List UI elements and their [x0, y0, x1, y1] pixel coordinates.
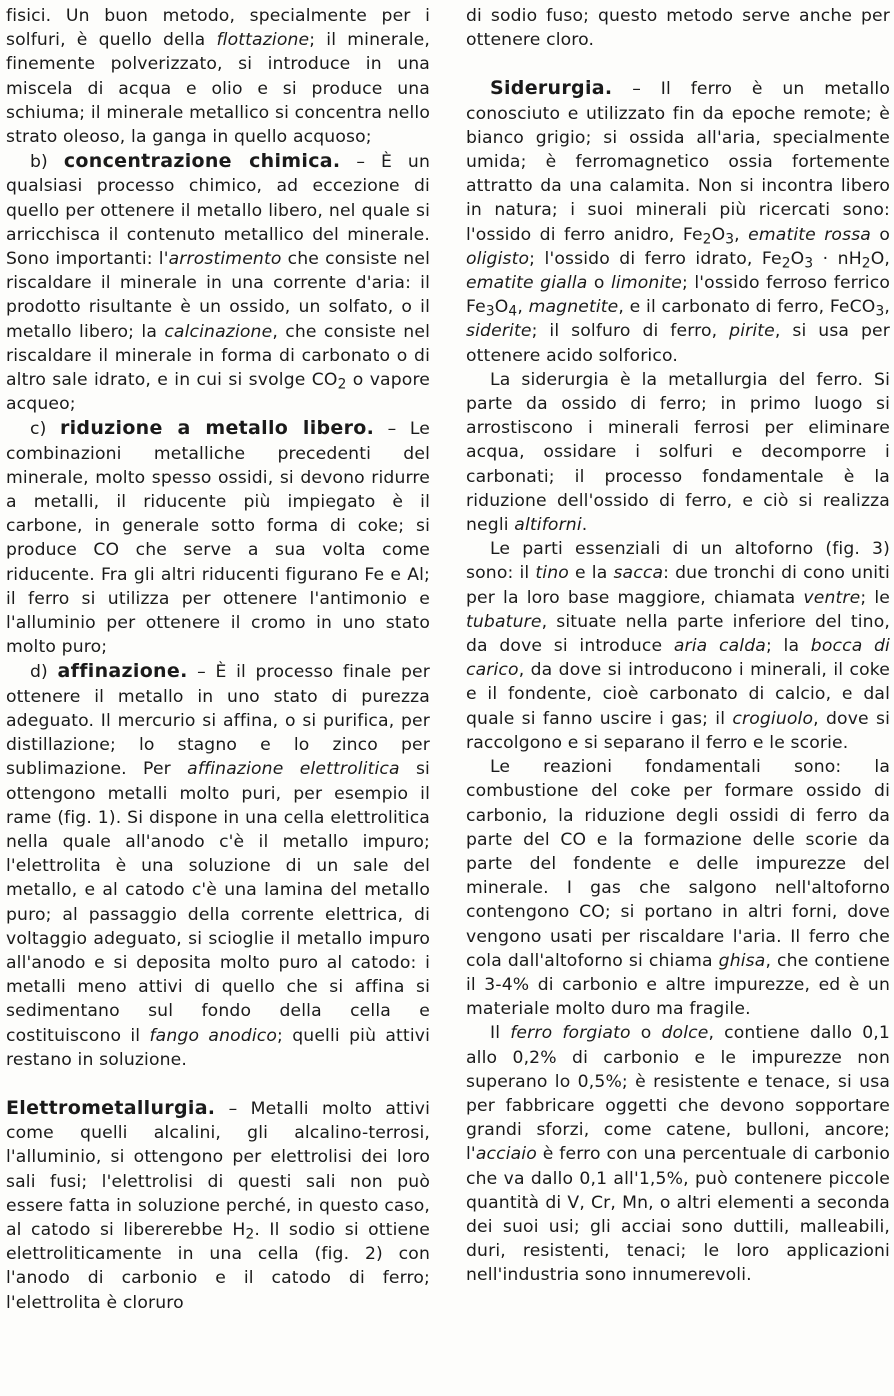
text: , e il carbonato di ferro, FeCO	[618, 297, 876, 318]
subscript: 3	[485, 303, 495, 320]
subscript: 2	[781, 255, 791, 272]
text: di sodio fuso; questo metodo serve anche per ottenere cloro.	[466, 6, 890, 51]
text: O,	[870, 248, 890, 269]
section-heading: riduzione a metallo libero.	[59, 417, 375, 440]
text: ; il minerale, finemente polverizzato, si introduce in una miscela di acqua e olio e si produce una schiuma; il minerale metallico si concentra nello strato oleoso, la ganga in quello acquoso;	[6, 30, 430, 148]
paragraph-affinazione	[6, 659, 430, 1071]
left-column	[6, 4, 430, 1315]
text: O	[494, 297, 509, 318]
text: ,	[517, 297, 529, 318]
text: è ferro con una percentuale di carbonio che va dallo 0,1 all'1,5%, può contenere piccole quantità di V, Cr, Mn, o altri elementi a seconda dei suoi usi; gli acciai sono duttili, malleabili, duri, resistenti, tenaci; le loro applicazioni nell'industria sono innumerevoli.	[466, 1144, 890, 1286]
emphasis: sacca	[613, 563, 664, 584]
text: ; il solfuro di ferro,	[531, 321, 730, 342]
emphasis: ferro forgiato	[510, 1023, 631, 1044]
item-letter: b)	[30, 152, 48, 173]
text: La siderurgia è la metallurgia del ferro. Si parte da ossido di ferro; in primo luogo si arrostiscono i minerali ferrosi per eliminare acqua, ossidare i solfuri e decomporre i carbonati; il processo fondamentale è la riduzione dell'ossido di ferro, e ciò si realizza negli	[466, 369, 890, 536]
emphasis: ghisa	[718, 950, 766, 971]
text: ; quelli più attivi restano in soluzione.	[6, 1025, 430, 1070]
subscript: 2	[337, 376, 347, 393]
text: ,	[734, 224, 749, 245]
text: si ottengono metalli molto puri, per esempio il rame (fig. 1). Si dispone in una cella elettrolitica nella quale all'anodo c'è il metallo impuro; l'elettrolita è una soluzione di un sale del metallo, e al catodo c'è una lamina del metallo puro; al passaggio della corrente elettrica, di voltaggio adeguato, si scioglie il metallo impuro all'anodo e si deposita molto puro al catodo: i metalli meno attivi di quello che si affina si sedimentano sul fondo della cella e costituiscono il	[6, 759, 430, 1046]
paragraph-ferro-acciaio	[466, 1021, 890, 1287]
text: e la	[568, 563, 614, 584]
text: : due tronchi di cono uniti per la loro base maggiore, chiamata	[466, 563, 890, 608]
text: · nH	[813, 248, 862, 269]
section-heading: Elettrometallurgia.	[6, 1096, 216, 1119]
emphasis: bocca di carico	[466, 636, 890, 681]
text: ; le	[860, 587, 890, 608]
subscript: 3	[804, 255, 814, 272]
section-heading: affinazione.	[57, 660, 188, 683]
section-heading: concentrazione chimica.	[63, 150, 341, 173]
emphasis: crogiuolo	[732, 708, 814, 729]
subscript: 4	[508, 303, 518, 320]
emphasis: tubature	[466, 611, 542, 632]
paragraph-reazioni	[466, 755, 890, 1021]
text: , che contiene il 3-4% di carbonio e altre impurezze, ed è un materiale molto duro ma fragile.	[466, 950, 890, 1020]
text: ,	[884, 297, 890, 318]
text: Il	[490, 1023, 511, 1044]
emphasis: ematite rossa	[748, 224, 871, 245]
emphasis: dolce	[661, 1023, 709, 1044]
text: ; l'ossido ferroso ferrico Fe	[466, 273, 890, 318]
text: .	[581, 515, 588, 536]
paragraph-siderurgia	[466, 76, 890, 367]
paragraph-elettrometallurgia	[6, 1096, 430, 1315]
emphasis: oligisto	[466, 248, 530, 269]
text: che consiste nel riscaldare il minerale in una corrente d'aria: il prodotto risultante è un ossido, un solfato, o il metallo libero; la	[6, 249, 430, 342]
right-column	[466, 4, 890, 1288]
emphasis: acciaio	[475, 1144, 537, 1165]
text: Le parti essenziali di un altoforno (fig. 3) sono: il	[466, 539, 890, 584]
emphasis: ventre	[803, 587, 861, 608]
text: . Il sodio si ottiene elettroliticamente in una cella (fig. 2) con l'anodo di carbonio e il catodo di ferro; l'elettrolita è cloruro	[6, 1219, 430, 1313]
text: O	[790, 248, 805, 269]
text: – Il ferro è un metallo conosciuto e utilizzato fin da epoche remote; è bianco grigio; si ossida all'aria, specialmente umida; è ferromagnetico ossia fortemente attratto da una calamita. Non si incontra libero in natura; i suoi minerali più ricercati sono: l'ossido di ferro anidro, Fe	[466, 79, 890, 245]
text: , dove si raccolgono e si separano il ferro e le scorie.	[466, 708, 890, 753]
text: – Le combinazioni metalliche precedenti del minerale, molto spesso ossidi, si devono ridurre a metalli, il riducente più impiegato è il carbone, in generale sotto forma di coke; si produce CO che serve a sua volta come riducente. Fra gli altri riducenti figurano Fe e Al; il ferro si utilizza per ottenere l'antimonio e l'alluminio per ottenere il cromo in uno stato molto puro;	[6, 419, 430, 658]
text: , contiene dallo 0,1 allo 0,2% di carbonio e le impurezze non superano lo 0,5%; è resistente e tenace, si usa per fabbricare oggetti che devono sopportare grandi sforzi, come catene, bulloni, ancore; l'	[466, 1023, 890, 1165]
paragraph-riduzione	[6, 416, 430, 659]
text: o	[870, 224, 890, 245]
section-heading: Siderurgia.	[490, 77, 613, 100]
paragraph-flottazione	[6, 4, 430, 149]
paragraph-altoforno	[466, 537, 890, 755]
item-letter: d)	[30, 662, 48, 683]
text: , da dove si introducono i minerali, il coke e il fondente, cioè carbonato di calcio, e dal quale si fanno uscire i gas; il	[466, 660, 890, 729]
subscript: 2	[245, 1226, 255, 1243]
subscript: 2	[861, 255, 871, 272]
emphasis: affinazione elettrolitica	[187, 759, 400, 780]
paragraph-continuation	[466, 4, 890, 52]
emphasis: ematite gialla	[466, 273, 588, 294]
text: , si usa per ottenere acido solforico.	[466, 321, 890, 366]
text: , che consiste nel riscaldare il minerale in forma di carbonato o di altro sale idrato, e in cui si svolge CO	[6, 321, 430, 391]
emphasis: calcinazione	[164, 321, 273, 342]
emphasis: pirite	[729, 321, 775, 342]
text: fisici. Un buon metodo, specialmente per i solfuri, è quello della	[6, 6, 430, 51]
emphasis: tino	[535, 563, 569, 584]
subscript: 2	[702, 231, 712, 248]
paragraph-siderurgia-definizione	[466, 368, 890, 537]
emphasis: flottazione	[216, 30, 310, 51]
text: ; l'ossido di ferro idrato, Fe	[529, 248, 782, 269]
text: o	[587, 273, 611, 294]
text: – Metalli molto attivi come quelli alcalini, gli alcalino-terrosi, l'alluminio, si ottengono per elettrolisi dei loro sali fusi; l'elettrolisi di questi sali non può essere fatta in soluzione perché, in questo caso, al catodo si libererebbe H	[6, 1098, 430, 1240]
emphasis: arrostimento	[168, 249, 282, 270]
text: ; la	[765, 636, 811, 657]
emphasis: aria calda	[673, 636, 766, 657]
subscript: 3	[725, 231, 735, 248]
text: – È il processo finale per ottenere il metallo in uno stato di purezza adeguato. Il mercurio si affina, o si purifica, per distillazione; lo stagno e lo zinco per sublimazione. Per	[6, 662, 430, 780]
text: o vapore acqueo;	[6, 370, 431, 415]
paragraph-concentrazione-chimica	[6, 149, 430, 416]
emphasis: magnetite	[528, 297, 619, 318]
emphasis: fango anodico	[149, 1025, 278, 1046]
emphasis: altiforni	[514, 515, 582, 536]
text: Le reazioni fondamentali sono: la combustione del coke per formare ossido di carbonio, la riduzione degli ossidi di ferro da parte del CO e la formazione delle scorie da parte del fondente e delle impurezze del minerale. I gas che salgono nell'altoforno contengono CO; si portano in altri forni, dove vengono usati per riscaldare l'aria. Il ferro che cola dall'altoforno si chiama	[466, 757, 890, 971]
text: O	[711, 224, 726, 245]
emphasis: limonite	[610, 273, 682, 294]
text: , situate nella parte inferiore del tino, da dove si introduce	[466, 611, 890, 657]
subscript: 3	[875, 303, 885, 320]
item-letter: c)	[30, 419, 47, 440]
emphasis: siderite	[466, 321, 532, 342]
text: o	[630, 1023, 662, 1044]
text: – È un qualsiasi processo chimico, ad eccezione di quello per ottenere il metallo libero, nel quale si arricchisca il contenuto metallico del minerale. Sono importanti: l'	[6, 152, 430, 270]
